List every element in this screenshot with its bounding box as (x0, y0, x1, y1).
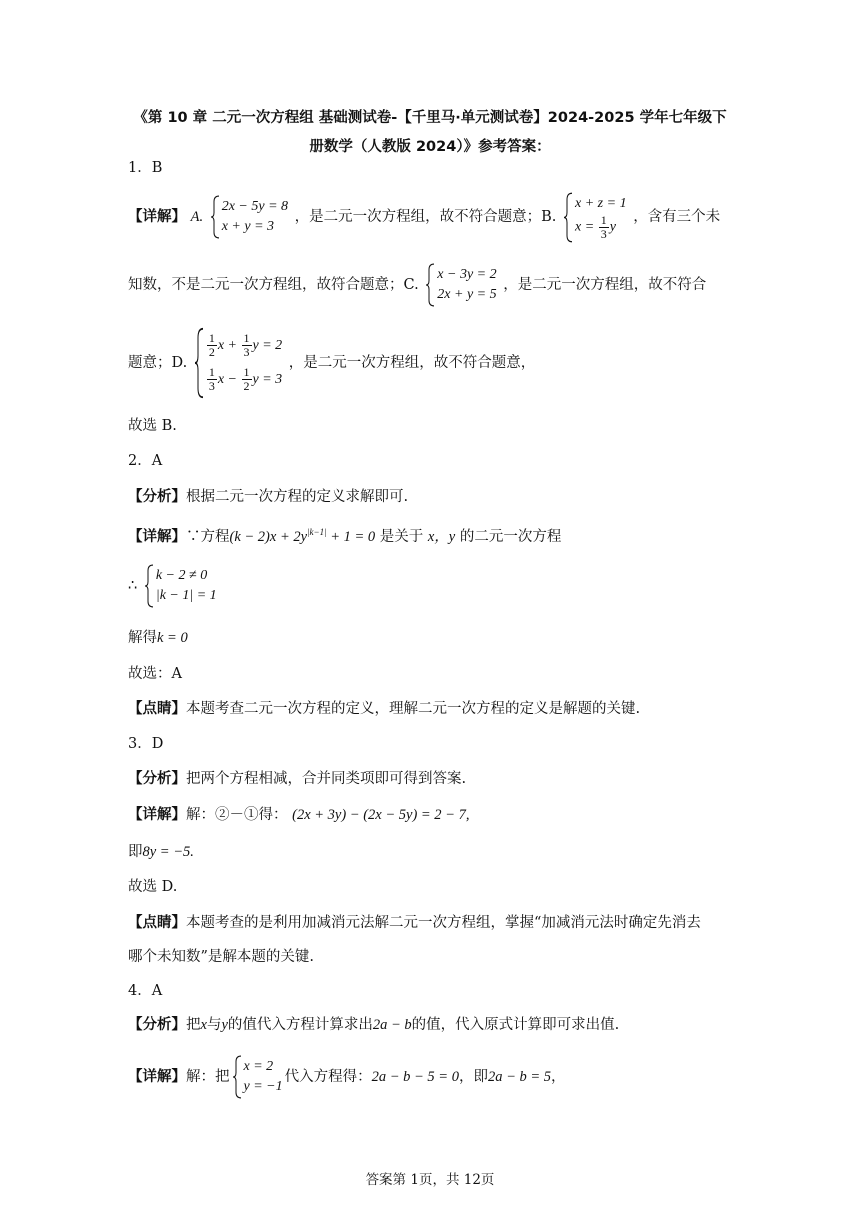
q3-number: 3．D (128, 736, 164, 752)
title-line-2: 册数学（人教版 2024）》参考答案： (309, 139, 551, 155)
q4-system-eq-2: y = −1 (243, 1079, 283, 1094)
option-d-label: 题意；D. (128, 355, 188, 371)
analysis-tag: 【分析】 (128, 489, 186, 505)
detail-tag: 【详解】 (128, 528, 186, 545)
detail-tag: 【详解】 (128, 209, 186, 225)
q4-number: 4．A (128, 983, 163, 999)
system-a-eq-2: x + y = 3 (221, 219, 275, 234)
system-d-eq-2: $\frac{1}{3}$ x − $\frac{1}{2}$ y = 3 (208, 365, 283, 394)
q2-comment: 【点睛】本题考查二元一次方程的定义，理解二元一次方程的定义是解题的关键. (128, 701, 641, 717)
q2-system-line (128, 562, 736, 610)
option-d-text: ，是二元一次方程组，故不符合题意， (288, 355, 536, 371)
system-b-eq-1: x + z = 1 (575, 195, 627, 211)
system-c (425, 265, 496, 305)
system-b-eq-2: x = $\frac{1}{3}$ y (575, 212, 616, 241)
system-d (194, 329, 282, 397)
q3-comment-1: 【点睛】本题考查的是利用加减消元法解二元一次方程组，掌握“加减消元法时确定先消去 (128, 915, 701, 931)
q3-analysis: 【分析】把两个方程相减，合并同类项即可得到答案. (128, 771, 467, 787)
q2-analysis: 【分析】根据二元一次方程的定义求解即可. (128, 489, 409, 505)
q2-detail: 【详解】∵方程$(k - 2)x + 2y^{|k-1|} + 1 = 0$ 是关于 x，y 的二元一次方程 (128, 527, 562, 545)
q1-detail-line-2 (128, 262, 736, 308)
system-a-eq-1: 2x − 5y = 8 (221, 199, 289, 214)
q2-system-eq-2: |k − 1| = 1 (155, 588, 217, 603)
detail-tag: 【详解】 (128, 1069, 186, 1085)
q1-detail-line-3 (128, 328, 736, 398)
system-b (563, 194, 627, 241)
analysis-tag: 【分析】 (128, 771, 186, 787)
q2-number: 2．A (128, 453, 163, 469)
option-b-text: ，含有三个未 (633, 209, 721, 225)
q2-answer: 故选：A (128, 666, 182, 682)
q2-equation: $(k - 2)x + 2y^{|k-1|} + 1 = 0$ (229, 527, 376, 545)
title-line-1: 《第 10 章 二元一次方程组 基础测试卷-【千里马·单元测试卷】2024-2025 学年七年级下 (133, 110, 727, 126)
q3-result: 即8y = −5. (128, 844, 194, 860)
page-title (110, 104, 750, 162)
system-d-eq-1: $\frac{1}{2}$ x + $\frac{1}{3}$ y = 2 (208, 331, 283, 360)
q1-number: 1．B (128, 160, 163, 176)
q2-solve: 解得k = 0 (128, 630, 188, 646)
analysis-tag: 【分析】 (128, 1017, 186, 1033)
q1-detail-line-1 (128, 192, 736, 242)
therefore-symbol: ∴ (128, 578, 138, 594)
q3-comment-2: 哪个未知数”是解本题的关键. (128, 949, 315, 965)
q2-system (144, 566, 217, 606)
system-c-eq-2: 2x + y = 5 (437, 287, 497, 302)
option-b-conclusion: 知数，不是二元一次方程组，故符合题意；C. (128, 277, 419, 293)
q4-system-eq-1: x = 2 (243, 1059, 274, 1074)
q3-answer: 故选 D. (128, 879, 178, 895)
q4-system (232, 1057, 283, 1097)
q3-equation: (2x + 3y) − (2x − 5y) = 2 − 7, (292, 807, 470, 823)
system-c-eq-1: x − 3y = 2 (437, 267, 497, 282)
comment-tag: 【点睛】 (128, 701, 186, 717)
detail-tag: 【详解】 (128, 807, 186, 823)
q4-analysis: 【分析】把x与y的值代入方程计算求出2a − b的值，代入原式计算即可求出值. (128, 1017, 620, 1033)
q3-detail: 【详解】解：②－①得： (2x + 3y) − (2x − 5y) = 2 − 7, (128, 807, 470, 823)
option-a-text: ，是二元一次方程组，故不符合题意；B. (294, 209, 557, 225)
comment-tag: 【点睛】 (128, 915, 186, 931)
system-a (210, 197, 288, 237)
option-c-text: ，是二元一次方程组，故不符合 (503, 277, 707, 293)
page-footer: 答案第 1页，共 12页 (365, 1172, 495, 1188)
q4-detail: 【详解】解：把 x = 2 y = −1 代入方程得：2a − b − 5 = 0，即2a − b = 5， (128, 1052, 736, 1102)
option-a-label: A. (190, 209, 204, 225)
q2-system-eq-1: k − 2 ≠ 0 (155, 568, 208, 583)
q1-conclusion: 故选 B. (128, 418, 177, 434)
